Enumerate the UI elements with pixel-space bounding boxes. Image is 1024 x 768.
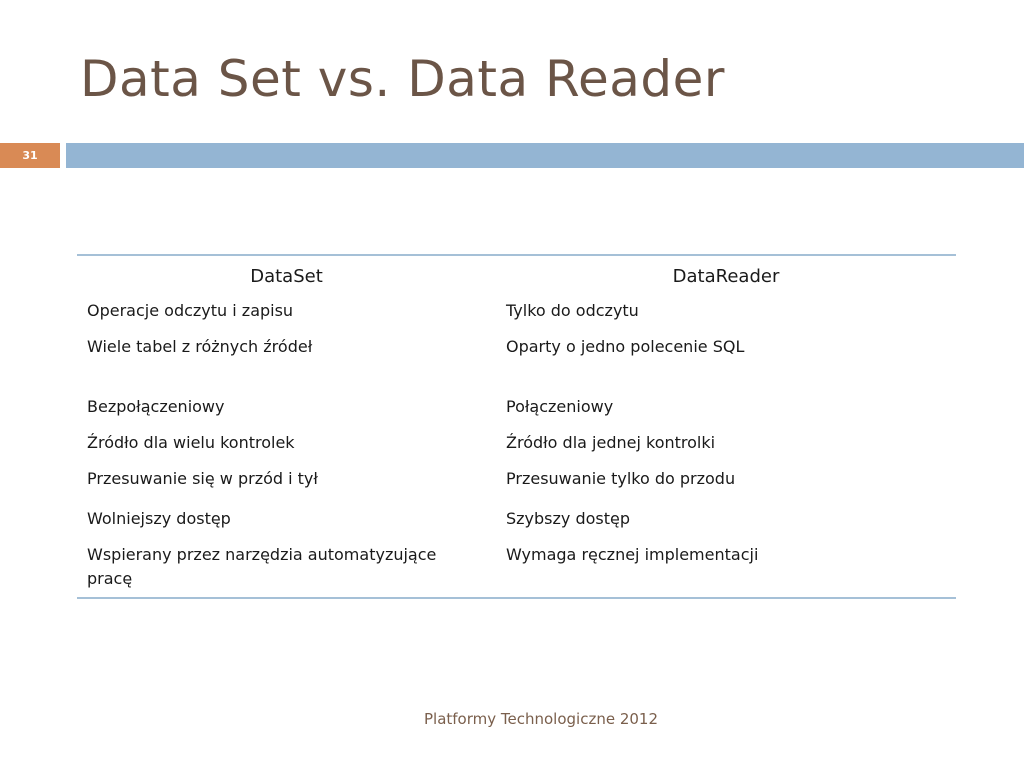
table-row — [77, 467, 956, 505]
table-row — [77, 543, 956, 598]
table-cell-datareader: Tylko do odczytu — [506, 301, 639, 320]
table-row — [77, 335, 956, 395]
table-row — [77, 431, 956, 467]
slide-title: Data Set vs. Data Reader — [80, 50, 725, 108]
table-cell-dataset: Wspierany przez narzędzia automatyzujące pracę — [87, 545, 437, 588]
comparison-table — [77, 254, 956, 599]
table-cell-datareader: Wymaga ręcznej implementacji — [506, 545, 759, 564]
table-cell-dataset: Źródło dla wielu kontrolek — [87, 433, 295, 452]
table-row — [77, 293, 956, 335]
table-cell-datareader: Oparty o jedno polecenie SQL — [506, 337, 745, 356]
table-header-row — [77, 255, 956, 293]
column-header-dataset: DataSet — [250, 265, 323, 287]
column-header-datareader: DataReader — [672, 265, 780, 287]
slide-footer: Platformy Technologiczne 2012 — [423, 710, 659, 728]
table-cell-dataset: Bezpołączeniowy — [87, 397, 225, 416]
title-band — [66, 143, 1024, 168]
table-row — [77, 395, 956, 431]
table-cell-datareader: Przesuwanie tylko do przodu — [506, 469, 736, 488]
table-row — [77, 505, 956, 543]
table-cell-dataset: Wolniejszy dostęp — [87, 509, 231, 528]
table-cell-dataset: Wiele tabel z różnych źródeł — [87, 337, 313, 356]
slide-number: 31 — [0, 143, 60, 168]
table-cell-dataset: Operacje odczytu i zapisu — [87, 301, 294, 320]
table-cell-datareader: Szybszy dostęp — [506, 509, 631, 528]
table-cell-datareader: Źródło dla jednej kontrolki — [506, 433, 716, 452]
table-cell-dataset: Przesuwanie się w przód i tył — [87, 469, 318, 488]
table-cell-datareader: Połączeniowy — [506, 397, 614, 416]
